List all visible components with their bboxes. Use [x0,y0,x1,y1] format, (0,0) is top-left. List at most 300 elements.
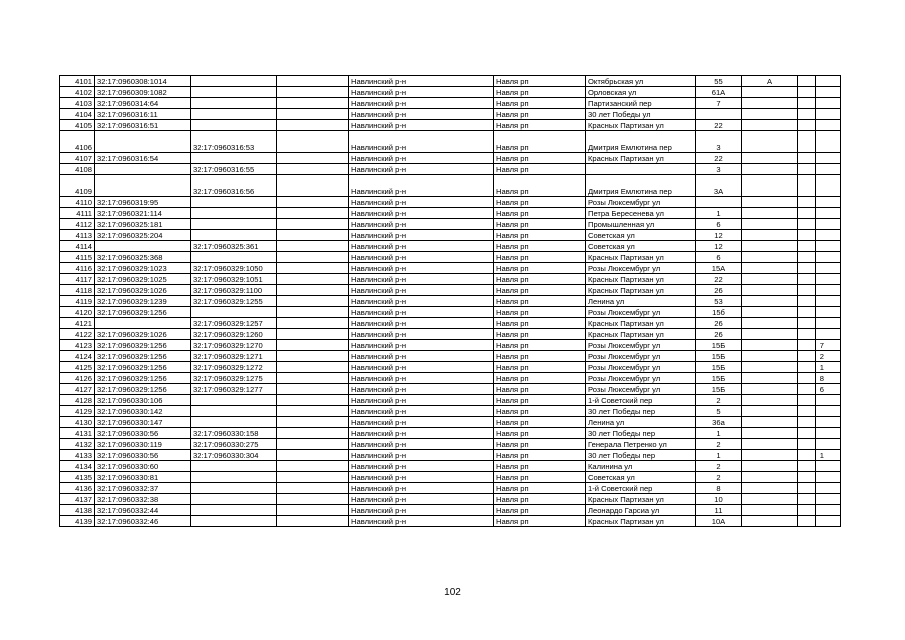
table-cell: 32:17:0960314:64 [95,98,191,109]
table-cell [798,329,816,340]
table-cell [191,197,277,208]
table-cell: 15Б [696,351,742,362]
table-cell: 32:17:0960329:1051 [191,274,277,285]
table-cell [742,241,798,252]
table-cell: 1-й Советский пер [586,395,696,406]
table-cell: Красных Партизан ул [586,153,696,164]
table-cell [742,351,798,362]
table-cell: 1 [696,428,742,439]
table-cell: 4136 [60,483,95,494]
table-cell [742,494,798,505]
table-cell [798,417,816,428]
table-cell [277,362,349,373]
table-row [60,406,841,417]
table-cell [816,109,841,120]
table-cell: Навля рп [494,373,586,384]
table-cell [816,483,841,494]
table-cell [277,252,349,263]
table-cell: 32:17:0960330:304 [191,450,277,461]
table-cell: 4128 [60,395,95,406]
table-cell [798,219,816,230]
table-cell [277,340,349,351]
table-cell: 32:17:0960330:158 [191,428,277,439]
table-cell [798,296,816,307]
table-cell [798,340,816,351]
table-cell: 32:17:0960329:1255 [191,296,277,307]
table-row [60,340,841,351]
table-cell: 4112 [60,219,95,230]
table-cell [277,384,349,395]
table-cell: 32:17:0960329:1256 [95,373,191,384]
table-cell: 32:17:0960329:1100 [191,285,277,296]
table-cell: Навлинский р-н [349,274,494,285]
table-cell: Навлинский р-н [349,263,494,274]
table-cell [191,87,277,98]
table-cell: 32:17:0960329:1256 [95,307,191,318]
table-cell [798,450,816,461]
table-cell [742,307,798,318]
table-cell: 3 [696,131,742,153]
table-cell [277,131,349,153]
table-cell: 55 [696,76,742,87]
table-cell: 32:17:0960321:114 [95,208,191,219]
table-cell: 32:17:0960330:119 [95,439,191,450]
table-cell: 2 [696,439,742,450]
table-cell [742,98,798,109]
table-cell [742,285,798,296]
table-cell [191,472,277,483]
table-cell: 4118 [60,285,95,296]
table-cell: Навля рп [494,164,586,175]
table-cell [277,263,349,274]
table-row [60,120,841,131]
table-cell: Розы Люксембург ул [586,362,696,373]
table-cell [191,494,277,505]
table-cell: 6 [816,384,841,395]
table-cell [798,87,816,98]
table-cell: Навля рп [494,219,586,230]
table-cell: Розы Люксембург ул [586,351,696,362]
table-cell: Красных Партизан ул [586,318,696,329]
table-cell: 32:17:0960330:56 [95,428,191,439]
table-cell: 32:17:0960325:368 [95,252,191,263]
table-row [60,175,841,197]
table-row [60,384,841,395]
table-cell: Навля рп [494,439,586,450]
table-cell [95,318,191,329]
table-cell: 4135 [60,472,95,483]
table-cell: 32:17:0960329:1256 [95,340,191,351]
table-cell [191,252,277,263]
table-cell [95,241,191,252]
table-cell [742,505,798,516]
table-cell [798,274,816,285]
table-cell: 32:17:0960329:1271 [191,351,277,362]
table-cell: 32:17:0960329:1270 [191,340,277,351]
table-cell: 32:17:0960329:1025 [95,274,191,285]
table-cell: Розы Люксембург ул [586,340,696,351]
table-cell: Навля рп [494,208,586,219]
table-cell [742,230,798,241]
table-row [60,450,841,461]
table-cell [742,164,798,175]
table-cell: 2 [696,461,742,472]
table-cell: 15б [696,307,742,318]
table-row [60,417,841,428]
table-cell [816,296,841,307]
table-cell [742,208,798,219]
table-cell [742,131,798,153]
table-cell: Навля рп [494,98,586,109]
table-cell: Навля рп [494,450,586,461]
table-cell: Навлинский р-н [349,472,494,483]
table-cell: 32:17:0960316:11 [95,109,191,120]
table-cell: 2 [816,351,841,362]
table-cell [277,417,349,428]
table-cell: 15Б [696,340,742,351]
table-cell: 4108 [60,164,95,175]
table-cell: Навлинский р-н [349,516,494,527]
table-cell: 4122 [60,329,95,340]
table-row [60,318,841,329]
table-cell [816,219,841,230]
table-cell: Навлинский р-н [349,505,494,516]
table-cell [798,439,816,450]
table-cell [191,406,277,417]
table-cell: Навлинский р-н [349,175,494,197]
table-cell: Навлинский р-н [349,153,494,164]
table-cell [191,307,277,318]
table-cell [191,516,277,527]
table-cell: 32:17:0960325:361 [191,241,277,252]
table-cell: 32:17:0960329:1256 [95,362,191,373]
table-row [60,87,841,98]
table-cell: Красных Партизан ул [586,120,696,131]
table-cell: 8 [816,373,841,384]
table-row [60,252,841,263]
table-cell: 4130 [60,417,95,428]
table-cell: Навля рп [494,131,586,153]
table-cell [798,230,816,241]
table-cell: Навлинский р-н [349,329,494,340]
table-cell [798,197,816,208]
table-cell [742,120,798,131]
table-cell: Навля рп [494,417,586,428]
table-cell [816,131,841,153]
table-row [60,263,841,274]
table-cell: 32:17:0960316:56 [191,175,277,197]
table-cell [742,461,798,472]
table-cell: 32:17:0960329:1023 [95,263,191,274]
table-cell: Красных Партизан ул [586,516,696,527]
table-cell [191,219,277,230]
table-cell [816,395,841,406]
table-cell [798,472,816,483]
table-cell [191,153,277,164]
table-cell: 32:17:0960316:51 [95,120,191,131]
table-cell: Навля рп [494,87,586,98]
table-cell [798,318,816,329]
table-cell [277,351,349,362]
table-cell: 32:17:0960332:44 [95,505,191,516]
table-cell [277,230,349,241]
table-cell: 4113 [60,230,95,241]
table-row [60,197,841,208]
table-cell [742,263,798,274]
table-cell [277,373,349,384]
table-cell: 4131 [60,428,95,439]
table-cell: Навля рп [494,472,586,483]
table-cell: Навлинский р-н [349,98,494,109]
table-cell: 4133 [60,450,95,461]
table-cell [742,417,798,428]
table-cell [277,516,349,527]
table-cell: 4110 [60,197,95,208]
table-cell: Навля рп [494,175,586,197]
table-cell: Навлинский р-н [349,208,494,219]
table-cell: Навлинский р-н [349,373,494,384]
table-cell: Навля рп [494,406,586,417]
table-cell: Навлинский р-н [349,307,494,318]
table-cell [277,428,349,439]
table-cell: 32:17:0960330:81 [95,472,191,483]
table-row [60,296,841,307]
table-cell: Навлинский р-н [349,362,494,373]
table-cell: Калинина ул [586,461,696,472]
table-cell: 1 [816,450,841,461]
table-cell: Советская ул [586,241,696,252]
table-cell: Красных Партизан ул [586,285,696,296]
table-cell: 32:17:0960332:46 [95,516,191,527]
table-cell [277,318,349,329]
table-cell: 4120 [60,307,95,318]
table-cell [277,109,349,120]
table-cell [798,494,816,505]
table-cell [742,318,798,329]
table-cell [95,131,191,153]
table-cell [277,164,349,175]
table-cell [191,461,277,472]
table-cell [742,87,798,98]
table-cell [742,109,798,120]
table-cell: Навля рп [494,329,586,340]
table-cell: 4127 [60,384,95,395]
table-cell: 22 [696,120,742,131]
table-cell [816,516,841,527]
table-cell: Розы Люксембург ул [586,307,696,318]
table-cell: 32:17:0960330:106 [95,395,191,406]
table-cell: 4102 [60,87,95,98]
table-cell [816,76,841,87]
table-cell [742,373,798,384]
table-cell: 22 [696,153,742,164]
table-row [60,164,841,175]
table-cell: 2 [696,472,742,483]
table-cell: Навля рп [494,241,586,252]
registry-table [59,75,841,527]
table-row [60,505,841,516]
table-cell: 26 [696,285,742,296]
table-cell: 10 [696,494,742,505]
table-cell [742,406,798,417]
table-cell: Навля рп [494,483,586,494]
table-cell [277,329,349,340]
table-cell: Навля рп [494,230,586,241]
table-cell [95,164,191,175]
table-cell: Розы Люксембург ул [586,197,696,208]
table-cell [816,494,841,505]
table-cell [816,307,841,318]
table-cell: Навля рп [494,76,586,87]
table-cell: 11 [696,505,742,516]
table-cell [798,428,816,439]
table-cell: Навля рп [494,384,586,395]
table-cell [798,384,816,395]
table-cell [742,340,798,351]
table-row [60,285,841,296]
table-cell: Навля рп [494,318,586,329]
table-cell: 4129 [60,406,95,417]
table-cell [816,274,841,285]
table-cell [742,153,798,164]
table-cell [798,252,816,263]
table-cell: Навлинский р-н [349,219,494,230]
table-cell [277,439,349,450]
table-cell: 32:17:0960330:147 [95,417,191,428]
registry-table-body [60,76,841,527]
table-cell [816,439,841,450]
table-cell: Навля рп [494,120,586,131]
table-cell [742,483,798,494]
table-cell: 32:17:0960332:38 [95,494,191,505]
table-cell [742,516,798,527]
table-row [60,329,841,340]
table-cell: Навля рп [494,395,586,406]
table-cell: 4125 [60,362,95,373]
table-cell: Навлинский р-н [349,197,494,208]
table-cell [277,395,349,406]
table-cell: 30 лет Победы пер [586,406,696,417]
table-cell: Навлинский р-н [349,417,494,428]
table-row [60,472,841,483]
table-cell: Дмитрия Емлютина пер [586,175,696,197]
table-cell [816,175,841,197]
table-cell: 4115 [60,252,95,263]
table-cell [798,175,816,197]
table-cell: 32:17:0960329:1277 [191,384,277,395]
table-cell: 15Б [696,362,742,373]
table-cell [191,109,277,120]
table-cell: 15Б [696,384,742,395]
table-cell [191,208,277,219]
table-cell [742,296,798,307]
table-cell [277,307,349,318]
table-cell [798,505,816,516]
table-cell [816,230,841,241]
table-cell: 2 [696,395,742,406]
table-cell: 1-й Советский пер [586,483,696,494]
table-cell: 32:17:0960329:1026 [95,329,191,340]
table-cell: Навлинский р-н [349,285,494,296]
table-cell [277,494,349,505]
table-cell [696,197,742,208]
table-cell: Навлинский р-н [349,318,494,329]
table-cell [191,505,277,516]
table-cell: Навля рп [494,252,586,263]
table-cell: 32:17:0960332:37 [95,483,191,494]
table-cell: 3А [696,175,742,197]
table-cell: 30 лет Победы пер [586,450,696,461]
table-cell [798,76,816,87]
table-cell: Красных Партизан ул [586,494,696,505]
table-cell: Навля рп [494,340,586,351]
table-cell [277,120,349,131]
table-cell: 32:17:0960316:53 [191,131,277,153]
table-cell [742,395,798,406]
table-cell [277,274,349,285]
table-cell: Навля рп [494,285,586,296]
table-cell [816,472,841,483]
table-cell: Навлинский р-н [349,87,494,98]
table-cell [798,164,816,175]
table-cell: Ленина ул [586,417,696,428]
table-cell: Навля рп [494,494,586,505]
table-cell [191,76,277,87]
table-cell: Навля рп [494,461,586,472]
table-cell: Леонардо Гарсиа ул [586,505,696,516]
table-cell [742,329,798,340]
table-row [60,362,841,373]
table-cell: Орловская ул [586,87,696,98]
table-cell: Партизанский пер [586,98,696,109]
table-cell [277,505,349,516]
table-cell: А [742,76,798,87]
table-cell [277,483,349,494]
table-cell: Дмитрия Емлютина пер [586,131,696,153]
table-row [60,208,841,219]
table-cell: 5 [696,406,742,417]
table-cell: 8 [696,483,742,494]
table-cell: Навлинский р-н [349,120,494,131]
table-cell: Навля рп [494,109,586,120]
table-cell [816,461,841,472]
table-cell [277,175,349,197]
table-cell [191,120,277,131]
table-cell: Розы Люксембург ул [586,384,696,395]
table-cell: 4126 [60,373,95,384]
table-cell [816,241,841,252]
table-cell [798,285,816,296]
table-cell [277,76,349,87]
table-cell: 26 [696,329,742,340]
table-cell: Навлинский р-н [349,384,494,395]
table-row [60,76,841,87]
table-cell [277,285,349,296]
table-cell: 4106 [60,131,95,153]
table-cell [277,219,349,230]
table-cell [277,450,349,461]
table-cell: Навля рп [494,307,586,318]
table-row [60,516,841,527]
table-cell: Навля рп [494,274,586,285]
table-cell: 1 [816,362,841,373]
table-cell: 32:17:0960329:1256 [95,384,191,395]
table-row [60,373,841,384]
table-cell [816,329,841,340]
table-cell [816,197,841,208]
table-cell [816,406,841,417]
table-cell [191,230,277,241]
